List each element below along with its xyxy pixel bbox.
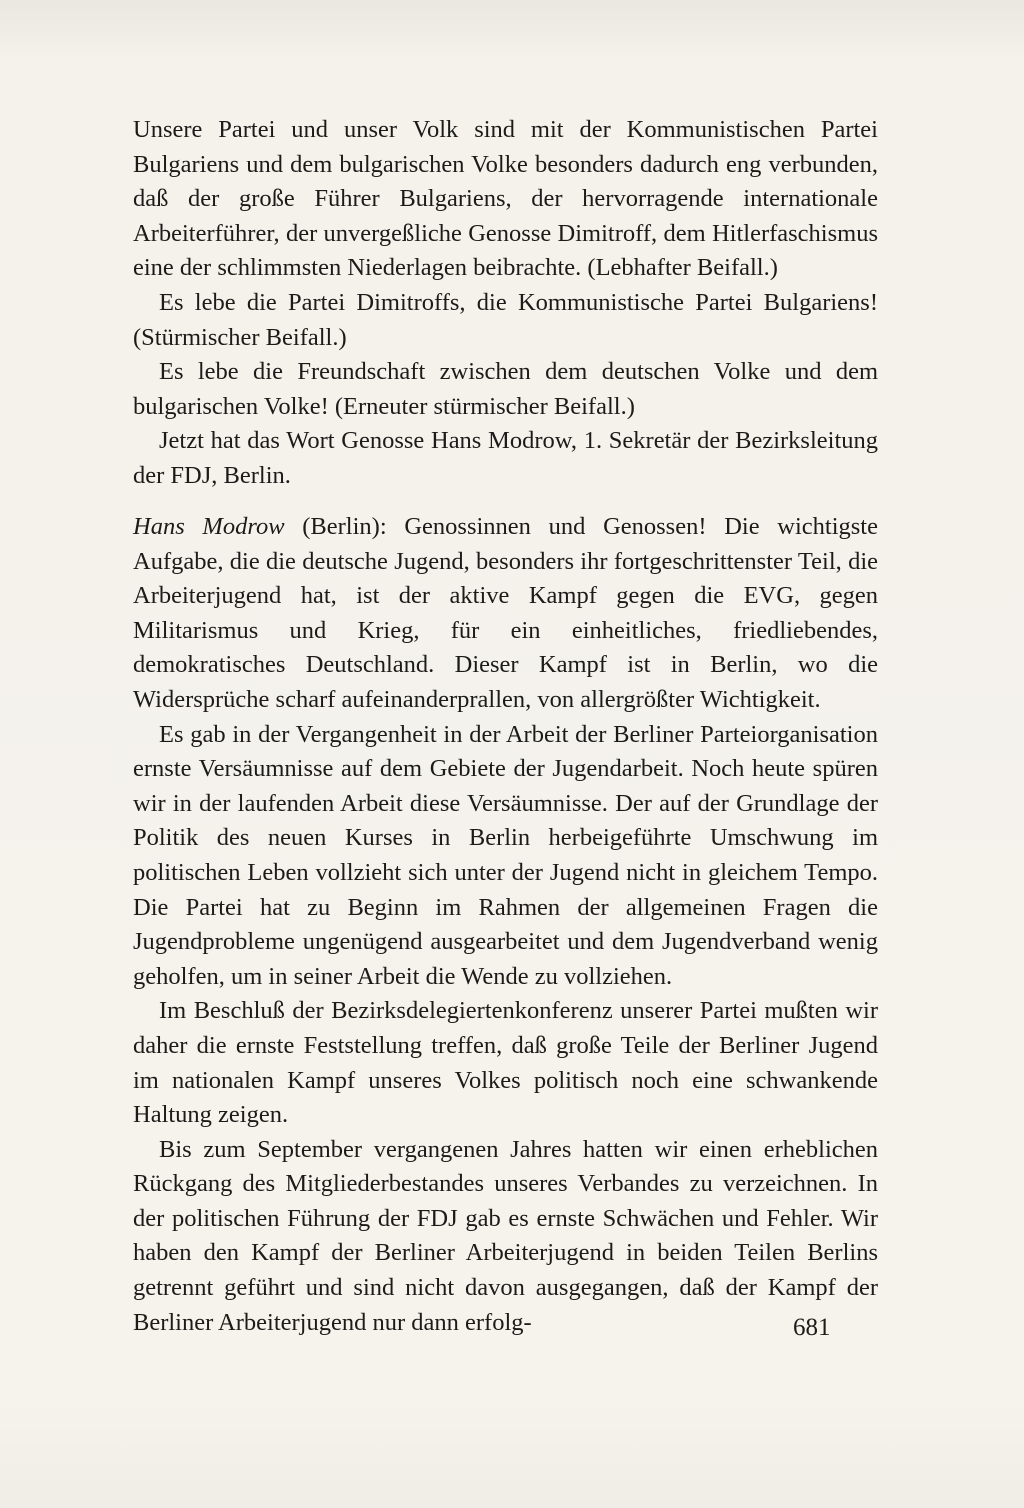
paragraph-3: Es lebe die Freundschaft zwischen dem deutschen Volke und dem bulgarischen Volke! (Erneuter stürmischer Beifall.) [133,358,878,420]
paragraph-1: Unsere Partei und unser Volk sind mit der Kommunistischen Partei Bulgariens und dem bulgarischen Volke besonders dadurch eng verbunden, daß der große Führer Bulgariens, der hervorragende internationale Arbeiterführer, der unvergeßliche Genosse Dimitroff, dem Hitlerfaschismus eine der schlimmsten Niederlagen beibrachte. (Lebhafter Beifall.) [133,116,878,282]
paragraph-4: Jetzt hat das Wort Genosse Hans Modrow, 1. Sekretär der Bezirksleitung der FDJ, Berlin. [133,427,878,489]
speaker-name: Hans Modrow [133,513,285,540]
paragraph-8: Bis zum September vergangenen Jahres hatten wir einen erheblichen Rückgang des Mitgliederbestandes unseres Verbandes zu verzeichnen. In der politischen Führung der FDJ gab es ernste Schwächen und Fehler. Wir haben den Kampf der Berliner Arbeiterjugend in beiden Teilen Berlins getrennt geführt und sind nicht davon ausgegangen, daß der Kampf der Berliner Arbeiterjugend nur dann erfolg- [133,1135,878,1336]
paragraph-6: Es gab in der Vergangenheit in der Arbeit der Berliner Parteiorganisation ernste Versäumnisse auf dem Gebiete der Jugendarbeit. Noch heute spüren wir in der laufenden Arbeit diese Versäumnisse. Der auf der Grundlage der Politik des neuen Kurses in Berlin herbeigeführte Umschwung im politischen Leben vollzieht sich unter der Jugend nicht in gleichem Tempo. Die Partei hat zu Beginn im Rahmen der allgemeinen Fragen die Jugendprobleme ungenügend ausgearbeitet und dem Jugendverband wenig geholfen, um in seiner Arbeit die Wende zu vollziehen. [133,720,878,990]
speech-opening-paragraph [133,510,878,718]
paragraph-7: Im Beschluß der Bezirksdelegiertenkonferenz unserer Partei mußten wir daher die ernste Feststellung treffen, daß große Teile der Berliner Jugend im nationalen Kampf unseres Volkes politisch noch eine schwankende Haltung zeigen. [133,997,878,1129]
text-block-top [133,113,878,494]
page-number: 681 [793,1314,831,1341]
text-block-speech [133,510,878,1340]
paragraph-2: Es lebe die Partei Dimitroffs, die Kommunistische Partei Bulgariens! (Stürmischer Beifall.) [133,288,878,351]
speech-opening-text: (Berlin): Genossinnen und Genossen! Die wichtigste Aufgabe, die die deutsche Jugend, besonders ihr fortgeschrittenster Teil, die Arbeiterjugend hat, ist der aktive Kampf gegen die EVG, gegen Militarismus und Krieg, für ein einheitliches, friedliebendes, demokratisches Deutschland. Dieser Kampf ist in Berlin, wo die Widersprüche scharf aufeinanderprallen, von allergrößter Wichtigkeit. [133,513,878,713]
